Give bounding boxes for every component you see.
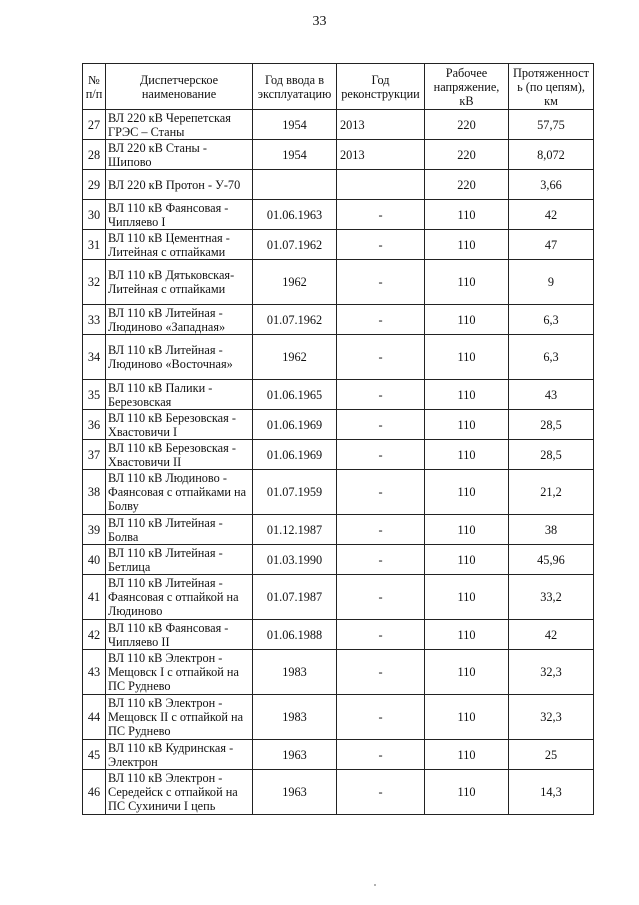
commission-year-cell: 01.06.1969 [253, 440, 337, 470]
commission-year-cell: 01.12.1987 [253, 515, 337, 545]
row-number-cell: 29 [83, 170, 106, 200]
commission-year-cell: 01.06.1969 [253, 410, 337, 440]
row-number-cell: 38 [83, 470, 106, 515]
reconstruction-year-cell: - [337, 440, 425, 470]
line-name-cell: ВЛ 110 кВ Кудринская - Электрон [106, 740, 253, 770]
line-name-cell: ВЛ 110 кВ Фаянсовая - Чипляево II [106, 620, 253, 650]
table-row [83, 620, 594, 650]
length-cell: 32,3 [509, 650, 594, 695]
reconstruction-year-cell: 2013 [337, 110, 425, 140]
voltage-cell: 220 [425, 110, 509, 140]
commission-year-cell: 1983 [253, 650, 337, 695]
length-cell: 21,2 [509, 470, 594, 515]
row-number-cell: 35 [83, 380, 106, 410]
reconstruction-year-cell: - [337, 410, 425, 440]
row-number-cell: 44 [83, 695, 106, 740]
line-name-cell: ВЛ 110 кВ Литейная - Фаянсовая с отпайкой на Людиново [106, 575, 253, 620]
line-name-cell: ВЛ 110 кВ Литейная - Людиново «Восточная» [106, 335, 253, 380]
reconstruction-year-cell: - [337, 335, 425, 380]
line-name-cell: ВЛ 110 кВ Палики - Березовская [106, 380, 253, 410]
line-name-cell: ВЛ 220 кВ Черепетская ГРЭС – Станы [106, 110, 253, 140]
row-number-cell: 31 [83, 230, 106, 260]
line-name-cell: ВЛ 110 кВ Литейная - Людиново «Западная» [106, 305, 253, 335]
length-cell: 42 [509, 200, 594, 230]
commission-year-cell: 1963 [253, 740, 337, 770]
voltage-cell: 110 [425, 230, 509, 260]
table-row [83, 650, 594, 695]
length-cell: 8,072 [509, 140, 594, 170]
reconstruction-year-cell: 2013 [337, 140, 425, 170]
commission-year-cell: 1962 [253, 260, 337, 305]
length-cell: 9 [509, 260, 594, 305]
length-cell: 57,75 [509, 110, 594, 140]
reconstruction-year-cell: - [337, 260, 425, 305]
voltage-cell: 110 [425, 440, 509, 470]
line-name-cell: ВЛ 110 кВ Дятьковская- Литейная с отпайками [106, 260, 253, 305]
length-cell: 32,3 [509, 695, 594, 740]
table-row [83, 545, 594, 575]
line-name-cell: ВЛ 110 кВ Людиново - Фаянсовая с отпайками на Болву [106, 470, 253, 515]
line-name-cell: ВЛ 110 кВ Электрон - Мещовск I с отпайкой на ПС Руднево [106, 650, 253, 695]
commission-year-cell: 01.07.1962 [253, 305, 337, 335]
table-row [83, 335, 594, 380]
voltage-cell: 220 [425, 170, 509, 200]
voltage-cell: 110 [425, 260, 509, 305]
commission-year-cell: 1962 [253, 335, 337, 380]
voltage-cell: 110 [425, 620, 509, 650]
length-cell: 45,96 [509, 545, 594, 575]
reconstruction-year-cell: - [337, 770, 425, 815]
table-row [83, 410, 594, 440]
voltage-cell: 110 [425, 470, 509, 515]
header-len: Протяженност ь (по цепям), км [509, 64, 594, 110]
commission-year-cell: 1954 [253, 110, 337, 140]
line-name-cell: ВЛ 110 кВ Цементная - Литейная с отпайками [106, 230, 253, 260]
length-cell: 43 [509, 380, 594, 410]
header-name: Диспетчерское наименование [106, 64, 253, 110]
reconstruction-year-cell: - [337, 470, 425, 515]
commission-year-cell: 01.03.1990 [253, 545, 337, 575]
reconstruction-year-cell: - [337, 575, 425, 620]
voltage-cell: 110 [425, 740, 509, 770]
header-volt: Рабочее напряжение, кВ [425, 64, 509, 110]
table-row [83, 470, 594, 515]
table-row [83, 200, 594, 230]
line-name-cell: ВЛ 110 кВ Электрон - Середейск с отпайкой на ПС Сухиничи I цепь [106, 770, 253, 815]
table-row [83, 380, 594, 410]
table-row [83, 440, 594, 470]
row-number-cell: 33 [83, 305, 106, 335]
commission-year-cell [253, 170, 337, 200]
length-cell: 28,5 [509, 440, 594, 470]
table-row [83, 575, 594, 620]
reconstruction-year-cell: - [337, 380, 425, 410]
length-cell: 47 [509, 230, 594, 260]
row-number-cell: 41 [83, 575, 106, 620]
row-number-cell: 34 [83, 335, 106, 380]
power-lines-table [82, 63, 594, 815]
commission-year-cell: 1954 [253, 140, 337, 170]
commission-year-cell: 01.07.1962 [253, 230, 337, 260]
length-cell: 33,2 [509, 575, 594, 620]
header-num: № п/п [83, 64, 106, 110]
voltage-cell: 110 [425, 545, 509, 575]
reconstruction-year-cell: - [337, 695, 425, 740]
row-number-cell: 40 [83, 545, 106, 575]
table-row [83, 305, 594, 335]
reconstruction-year-cell: - [337, 515, 425, 545]
reconstruction-year-cell [337, 170, 425, 200]
length-cell: 6,3 [509, 305, 594, 335]
table-row [83, 260, 594, 305]
commission-year-cell: 01.07.1959 [253, 470, 337, 515]
voltage-cell: 110 [425, 410, 509, 440]
table-header-row [83, 64, 594, 110]
commission-year-cell: 01.06.1963 [253, 200, 337, 230]
line-name-cell: ВЛ 110 кВ Электрон - Мещовск II с отпайкой на ПС Руднево [106, 695, 253, 740]
length-cell: 28,5 [509, 410, 594, 440]
table-row [83, 140, 594, 170]
line-name-cell: ВЛ 110 кВ Литейная - Болва [106, 515, 253, 545]
row-number-cell: 28 [83, 140, 106, 170]
reconstruction-year-cell: - [337, 305, 425, 335]
length-cell: 6,3 [509, 335, 594, 380]
row-number-cell: 46 [83, 770, 106, 815]
commission-year-cell: 1963 [253, 770, 337, 815]
line-name-cell: ВЛ 110 кВ Березовская - Хвастовичи I [106, 410, 253, 440]
length-cell: 3,66 [509, 170, 594, 200]
line-name-cell: ВЛ 110 кВ Литейная - Бетлица [106, 545, 253, 575]
row-number-cell: 30 [83, 200, 106, 230]
table-row [83, 740, 594, 770]
row-number-cell: 42 [83, 620, 106, 650]
table-row [83, 230, 594, 260]
row-number-cell: 36 [83, 410, 106, 440]
voltage-cell: 110 [425, 695, 509, 740]
voltage-cell: 110 [425, 335, 509, 380]
voltage-cell: 110 [425, 650, 509, 695]
reconstruction-year-cell: - [337, 545, 425, 575]
line-name-cell: ВЛ 110 кВ Фаянсовая - Чипляево I [106, 200, 253, 230]
commission-year-cell: 01.06.1965 [253, 380, 337, 410]
length-cell: 25 [509, 740, 594, 770]
voltage-cell: 110 [425, 575, 509, 620]
reconstruction-year-cell: - [337, 200, 425, 230]
voltage-cell: 110 [425, 305, 509, 335]
voltage-cell: 110 [425, 200, 509, 230]
reconstruction-year-cell: - [337, 650, 425, 695]
reconstruction-year-cell: - [337, 740, 425, 770]
length-cell: 42 [509, 620, 594, 650]
row-number-cell: 27 [83, 110, 106, 140]
page-number: 33 [312, 14, 327, 29]
row-number-cell: 43 [83, 650, 106, 695]
header-year: Год ввода в эксплуатацию [253, 64, 337, 110]
commission-year-cell: 01.07.1987 [253, 575, 337, 620]
row-number-cell: 45 [83, 740, 106, 770]
voltage-cell: 110 [425, 770, 509, 815]
commission-year-cell: 1983 [253, 695, 337, 740]
table-row [83, 170, 594, 200]
row-number-cell: 32 [83, 260, 106, 305]
commission-year-cell: 01.06.1988 [253, 620, 337, 650]
line-name-cell: ВЛ 220 кВ Станы - Шипово [106, 140, 253, 170]
header-recon: Год реконструкции [337, 64, 425, 110]
line-name-cell: ВЛ 110 кВ Березовская - Хвастовичи II [106, 440, 253, 470]
scan-speck [374, 884, 376, 886]
row-number-cell: 37 [83, 440, 106, 470]
reconstruction-year-cell: - [337, 620, 425, 650]
reconstruction-year-cell: - [337, 230, 425, 260]
row-number-cell: 39 [83, 515, 106, 545]
voltage-cell: 110 [425, 380, 509, 410]
voltage-cell: 220 [425, 140, 509, 170]
voltage-cell: 110 [425, 515, 509, 545]
table-row [83, 770, 594, 815]
length-cell: 38 [509, 515, 594, 545]
length-cell: 14,3 [509, 770, 594, 815]
table-row [83, 695, 594, 740]
table-row [83, 515, 594, 545]
table-row [83, 110, 594, 140]
line-name-cell: ВЛ 220 кВ Протон - У-70 [106, 170, 253, 200]
